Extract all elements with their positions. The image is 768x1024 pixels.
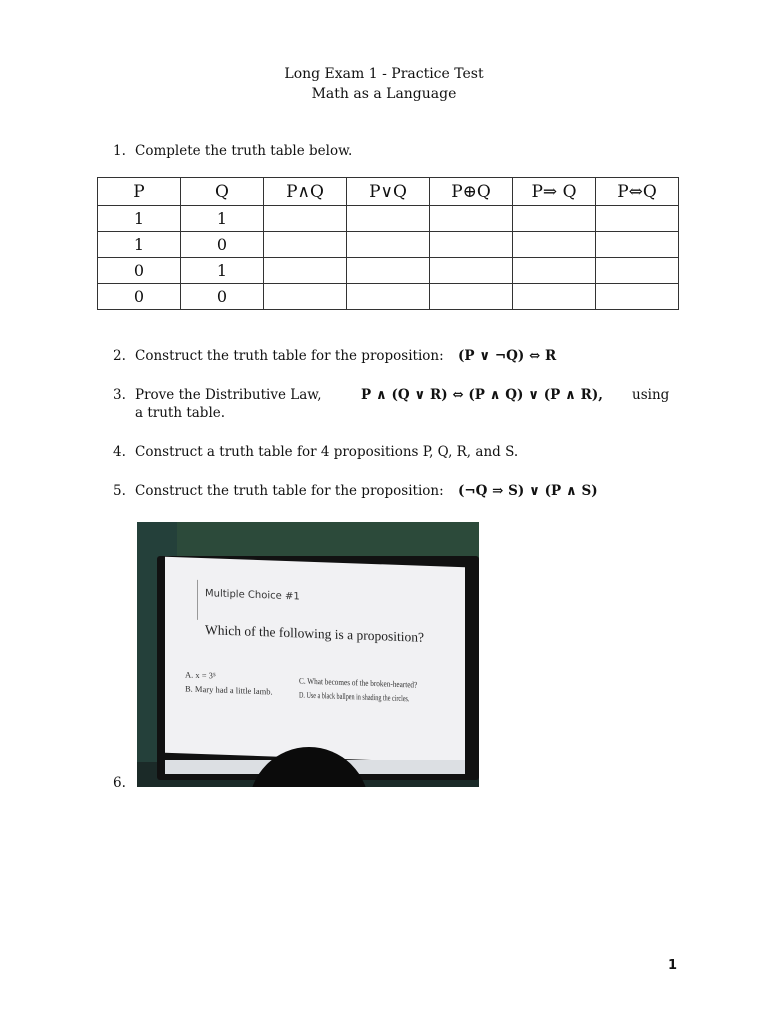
blank-cell: [264, 232, 347, 258]
slide-option-c: C. What becomes of the broken-hearted?: [299, 675, 418, 690]
proposition-expression: (¬Q ⇒ S) ∨ (P ∧ S): [457, 483, 598, 499]
blank-cell: [430, 258, 513, 284]
blank-cell: [596, 206, 679, 232]
question-2: [113, 347, 556, 365]
question-text: Construct a truth table for 4 propositions P, Q, R, and S.: [135, 444, 519, 460]
exam-title: Long Exam 1 - Practice Test: [284, 66, 484, 82]
blank-cell: [347, 206, 430, 232]
blank-cell: [596, 232, 679, 258]
question-6: [113, 774, 135, 792]
slide-divider: [197, 580, 198, 620]
question-number: 3.: [113, 387, 126, 403]
blank-cell: [513, 232, 596, 258]
question-1: [113, 142, 352, 160]
cell-p: 0: [98, 258, 181, 284]
table-row: [98, 232, 679, 258]
blank-cell: [513, 284, 596, 310]
question-5: [113, 482, 598, 500]
blank-cell: [596, 284, 679, 310]
blank-cell: [430, 206, 513, 232]
page-number: 1: [668, 958, 678, 973]
table-row: [98, 284, 679, 310]
question-number: 6.: [113, 775, 126, 791]
blank-cell: [430, 232, 513, 258]
header-iff: P⇔Q: [596, 178, 679, 206]
blank-cell: [430, 284, 513, 310]
exam-subtitle: Math as a Language: [311, 86, 457, 102]
blank-cell: [347, 284, 430, 310]
slide-question: Which of the following is a proposition?: [205, 622, 424, 645]
header-and: P∧Q: [264, 178, 347, 206]
cell-p: 0: [98, 284, 181, 310]
blank-cell: [513, 206, 596, 232]
question-number: 5.: [113, 483, 126, 499]
table-row: [98, 258, 679, 284]
question-3: [113, 386, 673, 422]
header-or: P∨Q: [347, 178, 430, 206]
question-number: 1.: [113, 143, 126, 159]
blank-cell: [347, 258, 430, 284]
slide-label: Multiple Choice #1: [205, 588, 300, 603]
slide-screen: [165, 557, 465, 763]
truth-table-header-row: [98, 178, 679, 206]
question-text: Complete the truth table below.: [135, 143, 353, 159]
cell-q: 0: [181, 284, 264, 310]
cell-p: 1: [98, 206, 181, 232]
header-xor: P⊕Q: [430, 178, 513, 206]
blank-cell: [264, 206, 347, 232]
question-text: Construct the truth table for the proposition:: [135, 348, 444, 364]
header-implies: P⇒ Q: [513, 178, 596, 206]
question-text: Prove the Distributive Law,: [135, 387, 322, 403]
question-text: Construct the truth table for the proposition:: [135, 483, 444, 499]
blank-cell: [347, 232, 430, 258]
cell-q: 0: [181, 232, 264, 258]
header-p: P: [98, 178, 181, 206]
blank-cell: [513, 258, 596, 284]
question-text-tail: using: [632, 387, 670, 403]
slide-option-b: B. Mary had a little lamb.: [185, 683, 273, 697]
proposition-expression: (P ∨ ¬Q) ⇔ R: [457, 348, 557, 364]
question-number: 4.: [113, 444, 126, 460]
cell-q: 1: [181, 258, 264, 284]
blank-cell: [264, 284, 347, 310]
cell-p: 1: [98, 232, 181, 258]
question-number: 2.: [113, 348, 126, 364]
cell-q: 1: [181, 206, 264, 232]
slide-option-d: D. Use a black ballpen in shading the circles.: [299, 689, 410, 704]
table-row: [98, 206, 679, 232]
header-q: Q: [181, 178, 264, 206]
question-text-line2: a truth table.: [135, 405, 226, 421]
truth-table: [97, 177, 679, 310]
distributive-law-expression: P ∧ (Q ∨ R) ⇔ (P ∧ Q) ∨ (P ∧ R),: [361, 387, 603, 403]
slide-option-a: A. x = 3⁵: [185, 669, 216, 681]
blank-cell: [596, 258, 679, 284]
blank-cell: [264, 258, 347, 284]
question-4: [113, 443, 518, 461]
classroom-photo: [137, 522, 479, 787]
